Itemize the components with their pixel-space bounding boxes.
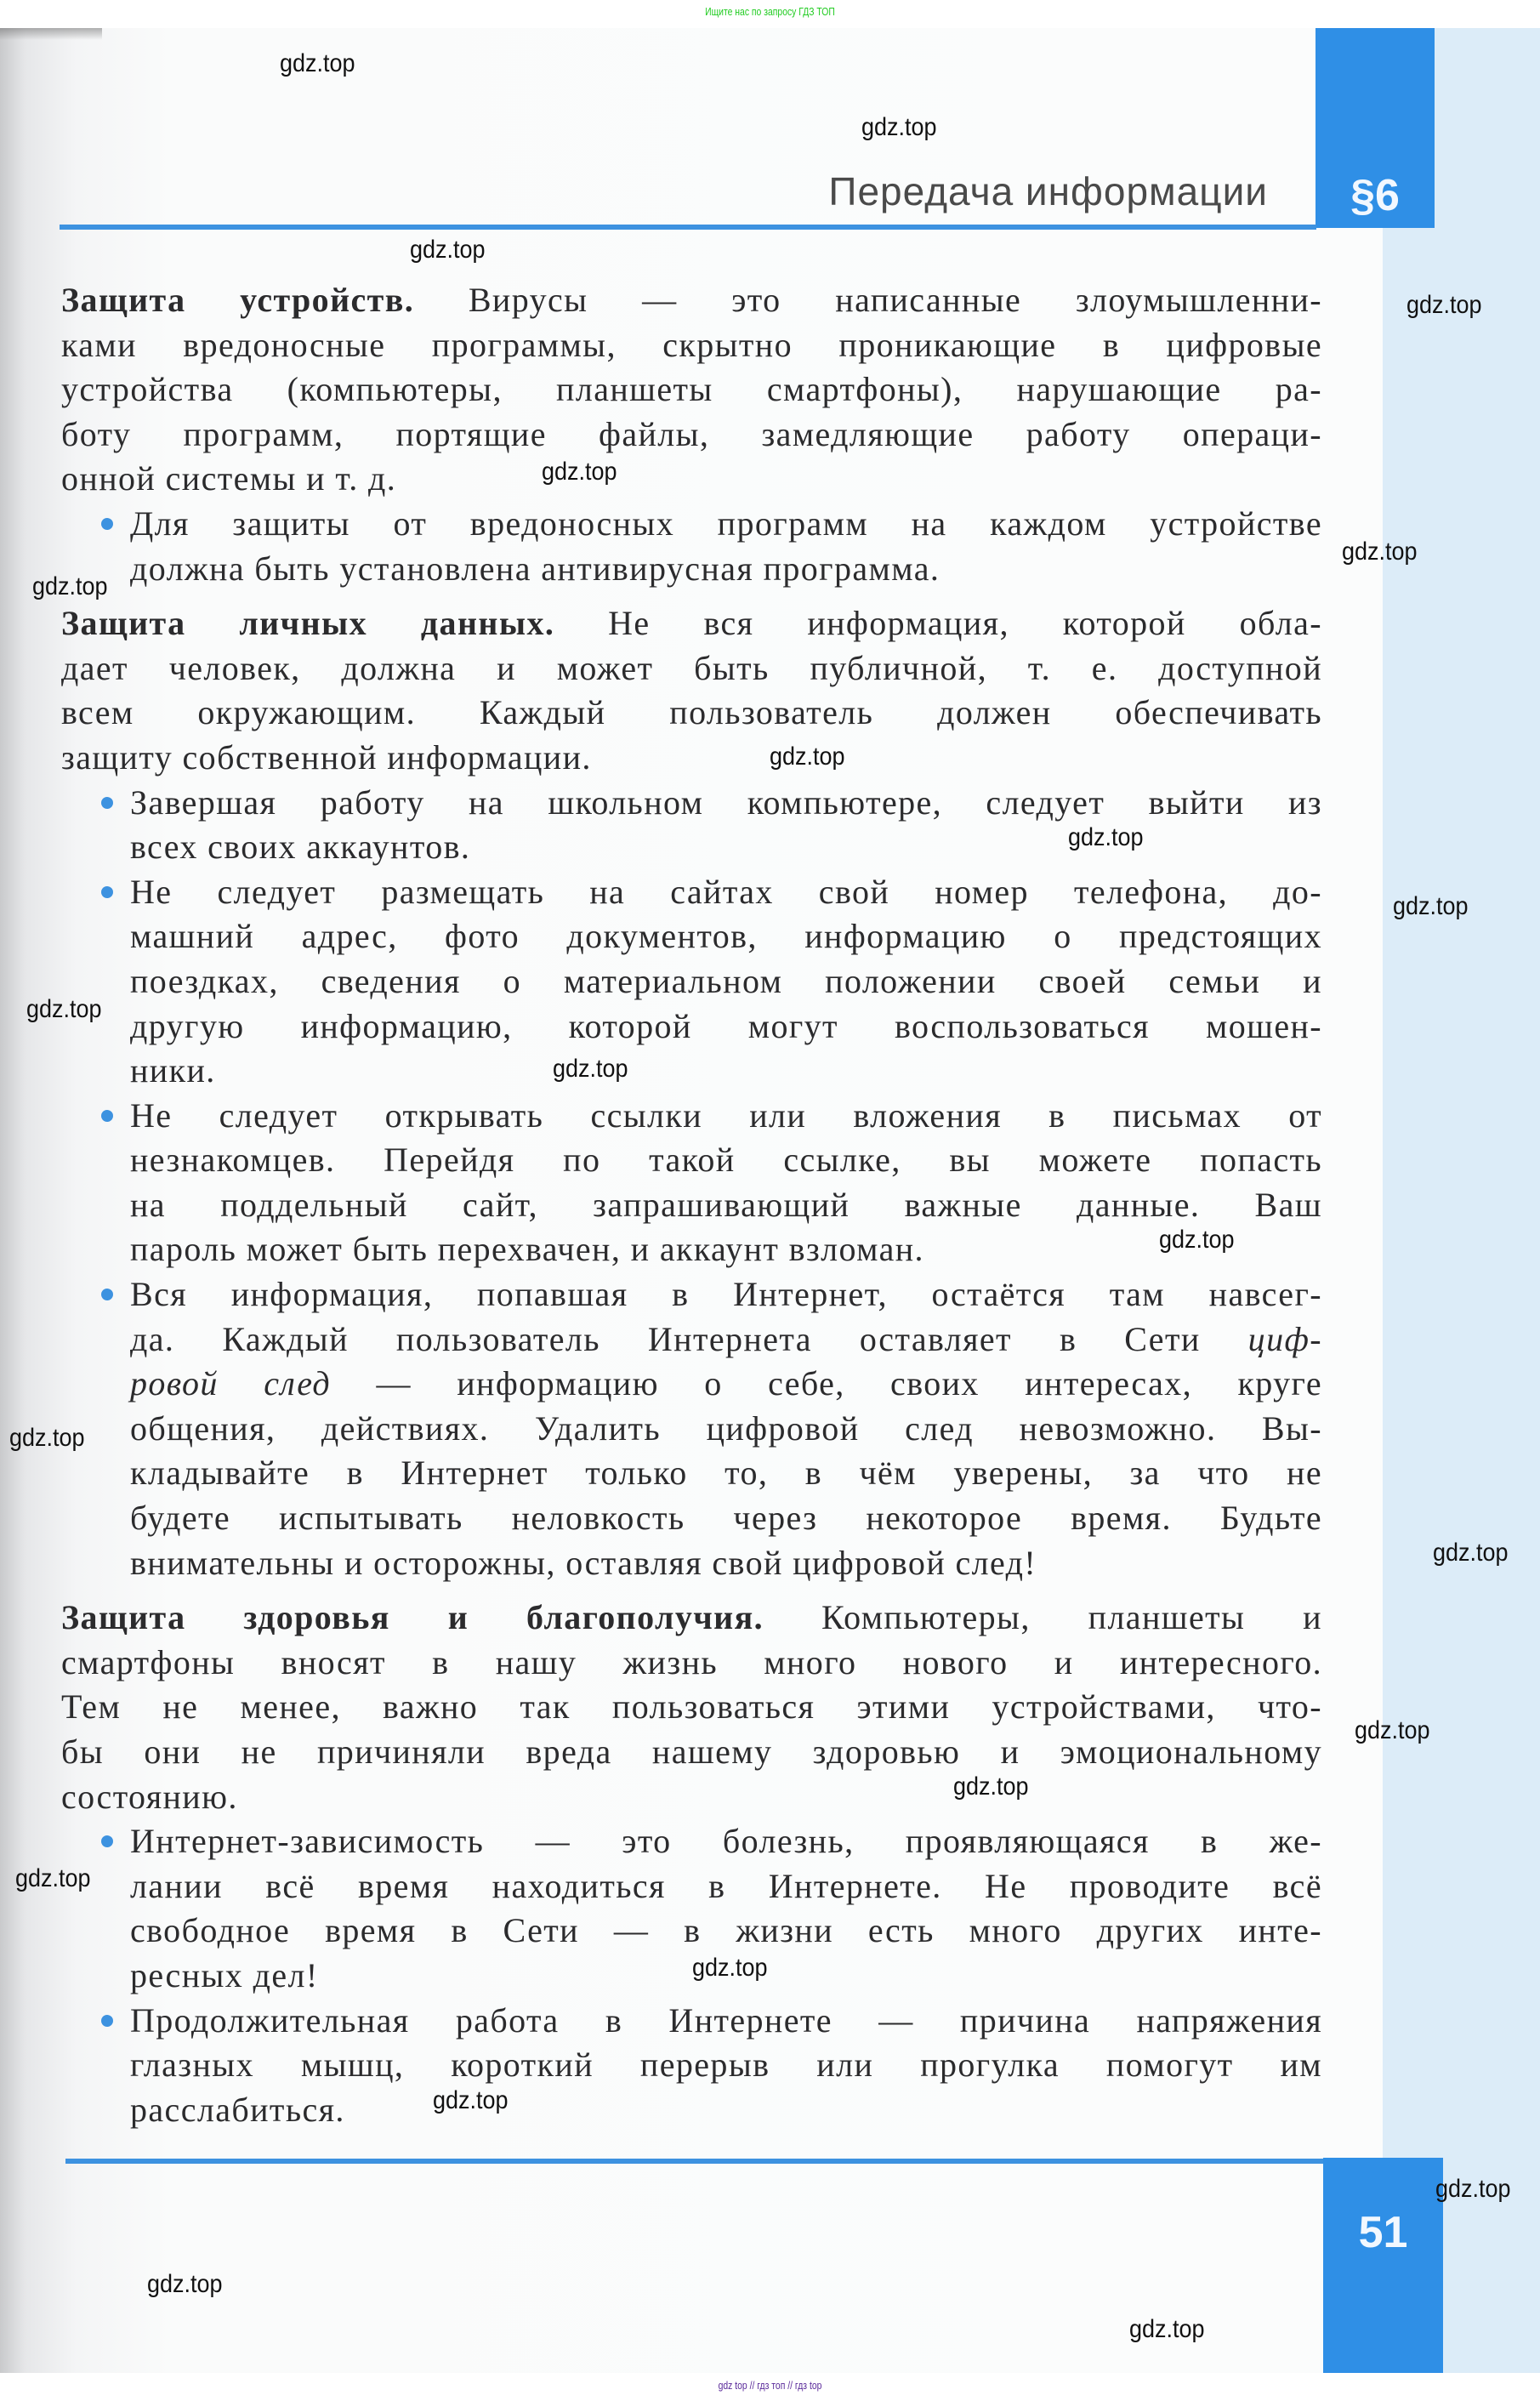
- bullet-item: [61, 1999, 1322, 2133]
- text-line: [61, 646, 1322, 691]
- text-run: на поддельный сайт, запрашивающий важные данные. Ваш: [130, 1185, 1322, 1224]
- text-line: [61, 412, 1322, 458]
- bullet-item: [61, 502, 1322, 591]
- text-run: внимательны и осторожны, оставляя свой цифровой след!: [130, 1543, 1037, 1582]
- text-run: да. Каждый пользователь Интернета оставляет в Сети: [130, 1319, 1248, 1358]
- text-run: машний адрес, фото документов, информацию о предстоящих: [130, 917, 1322, 956]
- text-run: онной системы и т. д.: [61, 459, 397, 498]
- lead-heading: Защита устройств.: [61, 281, 415, 319]
- text-run: глазных мышц, короткий перерыв или прогулка помогут им: [130, 2045, 1322, 2085]
- watermark: gdz.top: [861, 113, 937, 142]
- text-line: [61, 1999, 1322, 2044]
- watermark: gdz.top: [1393, 892, 1469, 921]
- text-line: [61, 1451, 1322, 1496]
- watermark: gdz.top: [1406, 291, 1482, 319]
- text-line: [61, 1272, 1322, 1317]
- text-line: [61, 1775, 1322, 1820]
- watermark: gdz.top: [953, 1772, 1029, 1801]
- text-run: Компьютеры, планшеты и: [764, 1598, 1322, 1637]
- text-line: [61, 601, 1322, 646]
- footer-rule: [65, 2159, 1324, 2164]
- text-run: Вирусы — это написанные злоумышленни-: [414, 281, 1322, 319]
- chapter-title: Передача информации: [828, 169, 1268, 213]
- text-run: всех своих аккаунтов.: [130, 828, 471, 867]
- text-run: поездках, сведения о материальном положении своей семьи и: [130, 961, 1322, 1000]
- text-line: [61, 1317, 1322, 1363]
- text-line: [61, 781, 1322, 826]
- text-line: [61, 1496, 1322, 1541]
- bullet-dot-icon: [101, 886, 113, 898]
- text-run: ками вредоносные программы, скрытно проникающие в цифровые: [61, 325, 1322, 364]
- paragraph: [61, 278, 1322, 502]
- watermark: gdz.top: [1432, 1539, 1509, 1567]
- text-run: бы они не причиняли вреда нашему здоровью и эмоциональному: [61, 1732, 1322, 1771]
- text-line: [61, 367, 1322, 412]
- textbook-page: [0, 28, 1540, 2373]
- text-run: Не следует размещать на сайтах свой номер телефона, до-: [130, 872, 1322, 911]
- text-line: [61, 2088, 1322, 2133]
- watermark: gdz.top: [26, 995, 102, 1023]
- text-line: [61, 1541, 1322, 1586]
- section-number: §6: [1350, 171, 1400, 220]
- text-line: [61, 502, 1322, 547]
- bottom-note: gdz top // гдз топ // гдз top: [718, 2379, 822, 2392]
- text-run: лании всё время находиться в Интернете. Не проводите всё: [130, 1866, 1322, 1905]
- text-line: [61, 1004, 1322, 1050]
- text-run: Продолжительная работа в Интернете — причина напряжения: [130, 2000, 1322, 2040]
- text-run: Тем не менее, важно так пользоваться этими устройствами, что-: [61, 1687, 1322, 1727]
- watermark: gdz.top: [770, 742, 845, 771]
- text-line: [61, 1596, 1322, 1641]
- bullet-dot-icon: [101, 2015, 113, 2027]
- text-line: [61, 870, 1322, 915]
- text-line: [61, 1685, 1322, 1730]
- text-run: Завершая работу на школьном компьютере, следует выйти из: [130, 782, 1322, 822]
- watermark: gdz.top: [1355, 1715, 1430, 1744]
- text-run: боту программ, портящие файлы, замедляющие работу операци-: [61, 414, 1322, 453]
- text-run: кладывайте в Интернет только то, в чём уверены, за что не: [130, 1454, 1322, 1493]
- watermark: gdz.top: [542, 458, 617, 486]
- text-line: [61, 1183, 1322, 1228]
- text-line: [61, 547, 1322, 592]
- text-run: устройства (компьютеры, планшеты смартфоны), нарушающие ра-: [61, 370, 1322, 409]
- watermark: gdz.top: [691, 1953, 768, 1982]
- text-line: [61, 736, 1322, 781]
- page-edge-strip: [1383, 28, 1540, 2373]
- paragraph: [61, 1596, 1322, 1819]
- text-run: состоянию.: [61, 1777, 238, 1816]
- text-run: Не следует открывать ссылки или вложения в письмах от: [130, 1095, 1322, 1135]
- bullet-item: [61, 1272, 1322, 1585]
- paragraph: [61, 601, 1322, 780]
- watermark: gdz.top: [15, 1864, 91, 1893]
- watermark: gdz.top: [552, 1055, 628, 1084]
- text-line: [61, 1819, 1322, 1864]
- text-line: [61, 2043, 1322, 2088]
- text-run: защиту собственной информации.: [61, 737, 592, 777]
- watermark: gdz.top: [280, 48, 355, 77]
- text-line: [61, 1641, 1322, 1686]
- text-run: должна быть установлена антивирусная программа.: [130, 549, 940, 588]
- watermark: gdz.top: [1129, 2314, 1205, 2343]
- watermark: gdz.top: [1158, 1226, 1235, 1255]
- body-text: [61, 278, 1322, 2132]
- watermark: gdz.top: [146, 2270, 223, 2299]
- text-line: [61, 1407, 1322, 1452]
- text-run: всем окружающим. Каждый пользователь должен обеспечивать: [61, 693, 1322, 732]
- text-run: Не вся информация, которой обла-: [554, 604, 1322, 643]
- text-line: [61, 1730, 1322, 1775]
- text-line: [61, 691, 1322, 736]
- watermark: gdz.top: [410, 236, 486, 265]
- text-run: Вся информация, попавшая в Интернет, остаётся там навсег-: [130, 1275, 1322, 1314]
- text-line: [61, 1909, 1322, 1954]
- watermark: gdz.top: [9, 1424, 85, 1452]
- text-line: [61, 1138, 1322, 1183]
- term: ровой след: [130, 1364, 332, 1403]
- text-run: другую информацию, которой могут воспользоваться мошен-: [130, 1006, 1322, 1045]
- bullet-dot-icon: [101, 518, 113, 530]
- term: циф-: [1247, 1319, 1322, 1358]
- page-shadow: [0, 28, 102, 40]
- text-line: [61, 1227, 1322, 1272]
- text-run: свободное время в Сети — в жизни есть много других инте-: [130, 1911, 1322, 1950]
- header-rule: [60, 225, 1316, 230]
- text-run: общения, действиях. Удалить цифровой след невозможно. Вы-: [130, 1408, 1322, 1448]
- text-run: смартфоны вносят в нашу жизнь много нового и интересного.: [61, 1642, 1322, 1681]
- watermark: gdz.top: [1341, 537, 1418, 566]
- watermark: gdz.top: [1068, 823, 1144, 852]
- text-line: [61, 914, 1322, 959]
- text-run: незнакомцев. Перейдя по такой ссылке, вы можете попасть: [130, 1141, 1322, 1180]
- lead-heading: Защита здоровья и благополучия.: [61, 1598, 764, 1637]
- text-run: Для защиты от вредоносных программ на каждом устройстве: [130, 504, 1322, 543]
- bullet-dot-icon: [101, 1289, 113, 1300]
- text-run: дает человек, должна и может быть публичной, т. е. доступной: [61, 648, 1322, 687]
- watermark: gdz.top: [433, 2086, 509, 2115]
- page-number-tab: [1323, 2158, 1443, 2373]
- text-run: ники.: [130, 1051, 216, 1090]
- text-line: [61, 278, 1322, 323]
- watermark: gdz.top: [1435, 2175, 1511, 2204]
- text-run: — информацию о себе, своих интересах, круге: [331, 1364, 1322, 1403]
- section-tab: [1316, 28, 1435, 228]
- top-search-note: Ищите нас по запросу ГДЗ ТОП: [705, 5, 835, 18]
- text-run: пароль может быть перехвачен, и аккаунт взломан.: [130, 1230, 924, 1269]
- bullet-item: [61, 870, 1322, 1094]
- bullet-item: [61, 1094, 1322, 1272]
- watermark: gdz.top: [31, 572, 108, 601]
- text-line: [61, 1864, 1322, 1909]
- text-run: будете испытывать неловкость через некоторое время. Будьте: [130, 1499, 1322, 1538]
- bullet-dot-icon: [101, 797, 113, 809]
- text-line: [61, 959, 1322, 1004]
- text-run: расслабиться.: [130, 2090, 345, 2129]
- text-line: [61, 1362, 1322, 1407]
- text-line: [61, 1094, 1322, 1139]
- text-line: [61, 457, 1322, 502]
- text-line: [61, 1049, 1322, 1094]
- lead-heading: Защита личных данных.: [61, 604, 555, 643]
- text-run: ресных дел!: [130, 1955, 319, 1994]
- text-run: Интернет-зависимость — это болезнь, проявляющаяся в же-: [130, 1822, 1322, 1861]
- bullet-dot-icon: [101, 1110, 113, 1122]
- text-line: [61, 323, 1322, 368]
- page-number: 51: [1358, 2208, 1408, 2257]
